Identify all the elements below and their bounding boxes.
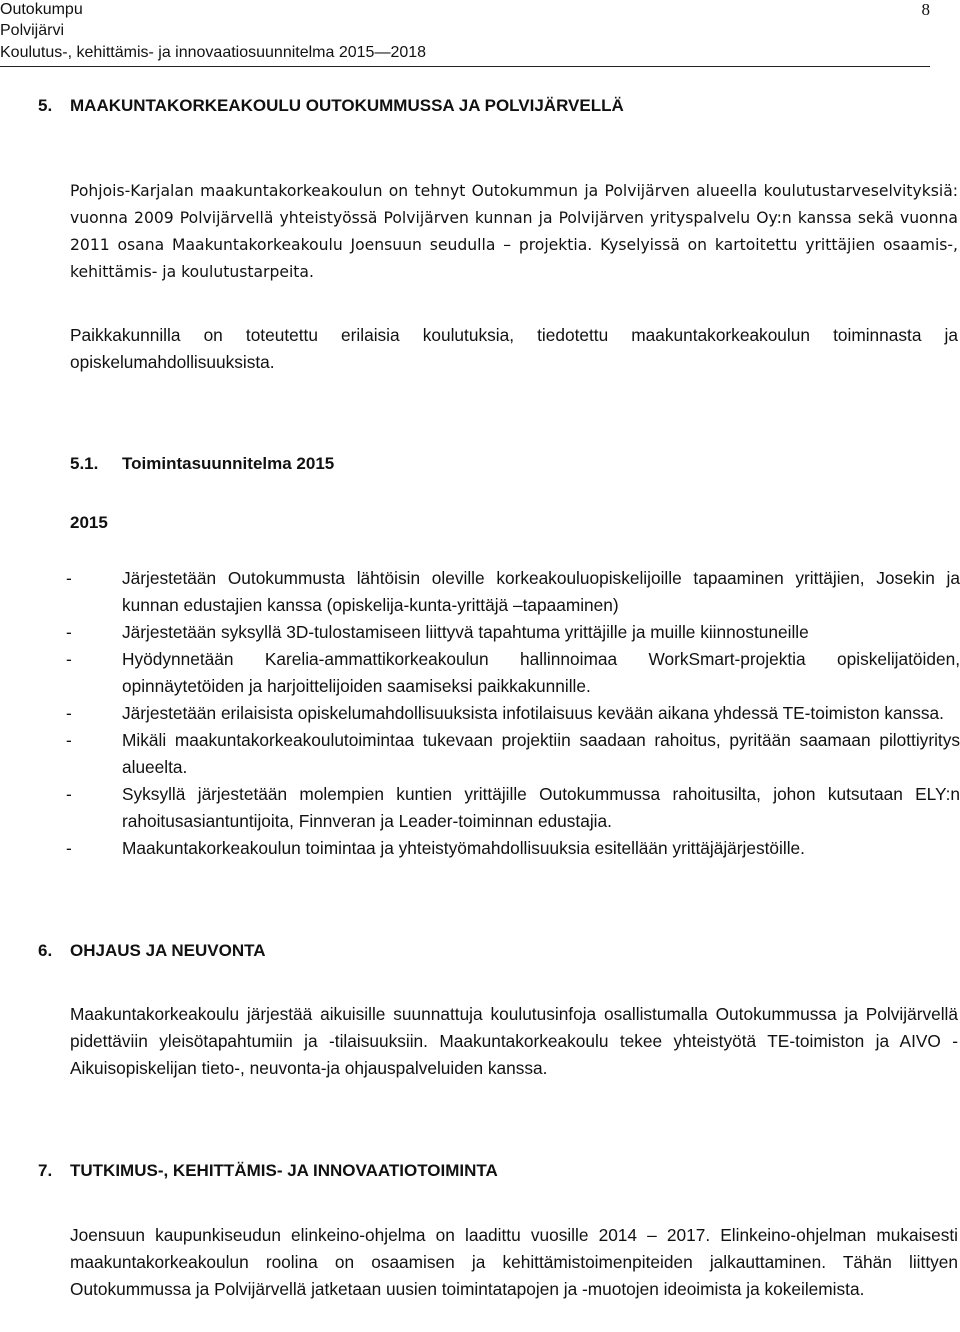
- header-plan-title: Koulutus-, kehittämis- ja innovaatiosuunnitelma 2015—2018: [0, 44, 427, 61]
- list-item-text: Maakuntakorkeakoulun toimintaa ja yhteistyömahdollisuuksia esitellään yrittäjäjärjestöille.: [122, 838, 805, 858]
- section-6-paragraph: Maakuntakorkeakoulu järjestää aikuisille suunnattuja koulutusinfoja osallistumalla Outokummussa ja Polvijärvellä pidettäviin yleisötapahtumiin ja -tilaisuuksiin. Maakuntakorkeakoulu tekee yhteistyötä TE-toimiston ja AIVO - Aikuisopiskelijan tieto-, neuvonta-ja ohjauspalveluiden kanssa.: [70, 1004, 958, 1078]
- list-dash: -: [66, 703, 72, 723]
- list-item: [66, 835, 960, 862]
- list-item: [66, 727, 960, 781]
- list-item: [66, 781, 960, 835]
- header-municipality-1: Outokumpu: [0, 1, 83, 18]
- year-heading: 2015: [70, 513, 108, 532]
- section-6-number: 6.: [38, 941, 53, 960]
- section-7-title: TUTKIMUS-, KEHITTÄMIS- JA INNOVAATIOTOIMINTA: [70, 1161, 498, 1180]
- section-5-1-title: Toimintasuunnitelma 2015: [122, 454, 335, 473]
- action-list: [66, 565, 960, 862]
- list-item: [66, 565, 960, 619]
- list-dash: -: [66, 649, 72, 669]
- list-item-text: Järjestetään Outokummusta lähtöisin oleville korkeakouluopiskelijoille tapaaminen yrittäjien, Josekin ja kunnan edustajien kanssa (opiskelija-kunta-yrittäjä –tapaaminen): [122, 568, 960, 615]
- list-item-text: Hyödynnetään Karelia-ammattikorkeakoulun hallinnoimaa WorkSmart-projektia opiskelijatöiden, opinnäytetöiden ja harjoittelijoiden saamiseksi paikkakunnille.: [122, 649, 960, 696]
- list-dash: -: [66, 784, 72, 804]
- list-item-text: Syksyllä järjestetään molempien kuntien yrittäjille Outokummussa rahoitusilta, johon kutsutaan ELY:n rahoitusasiantuntijoita, Finnveran ja Leader-toiminnan edustajia.: [122, 784, 960, 831]
- list-dash: -: [66, 730, 72, 750]
- section-7-heading: [38, 1161, 498, 1181]
- list-item-text: Järjestetään erilaisista opiskelumahdollisuuksista infotilaisuus kevään aikana yhdessä TE-toimiston kanssa.: [122, 703, 944, 723]
- section-5-1-heading: [70, 454, 334, 474]
- list-item: [66, 646, 960, 700]
- list-item-text: Järjestetään syksyllä 3D-tulostamiseen liittyvä tapahtuma yrittäjille ja muille kiinnostuneille: [122, 622, 809, 642]
- section-5-title: MAAKUNTAKORKEAKOULU OUTOKUMMUSSA JA POLVIJÄRVELLÄ: [70, 96, 624, 115]
- page-number: 8: [921, 0, 930, 19]
- header-municipality-2: Polvijärvi: [0, 22, 65, 39]
- section-6-title: OHJAUS JA NEUVONTA: [70, 941, 266, 960]
- list-dash: -: [66, 622, 72, 642]
- section-5-heading: [38, 96, 624, 116]
- list-item-text: Mikäli maakuntakorkeakoulutoimintaa tukevaan projektiin saadaan rahoitus, pyritään saamaan pilottiyritys alueelta.: [122, 730, 960, 777]
- list-dash: -: [66, 838, 72, 858]
- page-header: [0, 0, 930, 67]
- list-item: [66, 700, 960, 727]
- section-5-1-number: 5.1.: [70, 454, 99, 473]
- section-7-number: 7.: [38, 1161, 53, 1180]
- section-6-heading: [38, 941, 266, 961]
- section-5-paragraph-1: Pohjois-Karjalan maakuntakorkeakoulun on tehnyt Outokummun ja Polvijärven alueella koulutustarveselvityksiä: vuonna 2009 Polvijärvellä yhteistyössä Polvijärven kunnan ja Polvijärven yrityspalvelu Oy:n kanssa sekä vuonna 2011 osana Maakuntakorkeakoulu Joensuun seudulla – projektia. Kyselyissä on kartoitettu yrittäjien osaamis-, kehittämis- ja koulutustarpeita.: [70, 182, 958, 281]
- section-7-paragraph: Joensuun kaupunkiseudun elinkeino-ohjelma on laadittu vuosille 2014 – 2017. Elinkeino-ohjelman mukaisesti maakuntakorkeakoulun roolina on osaamisen ja kehittämistoimenpiteiden jalkauttaminen. Tähän liittyen Outokummussa ja Polvijärvellä jatketaan uusien toimintatapojen ja -muotojen ideoimista ja kokeilemista.: [70, 1225, 958, 1299]
- section-5-paragraph-2: Paikkakunnilla on toteutettu erilaisia koulutuksia, tiedotettu maakuntakorkeakoulun toiminnasta ja opiskelumahdollisuuksista.: [70, 325, 958, 372]
- section-5-number: 5.: [38, 96, 53, 115]
- list-dash: -: [66, 568, 72, 588]
- list-item: [66, 619, 960, 646]
